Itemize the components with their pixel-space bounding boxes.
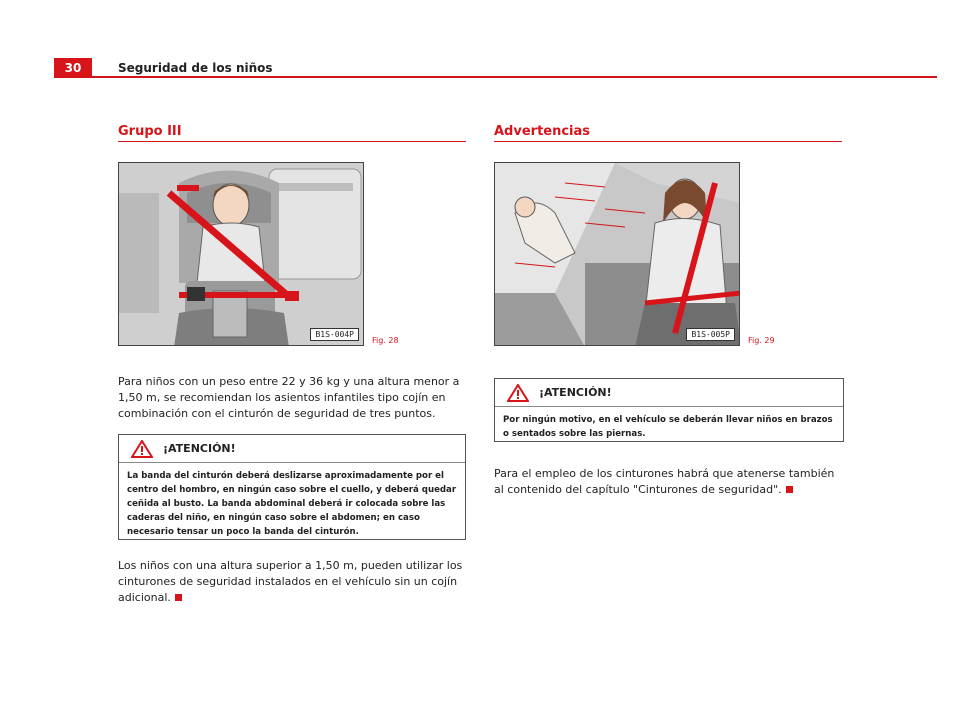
end-mark bbox=[175, 594, 182, 601]
figure-caption: Fig. 29 bbox=[748, 336, 775, 345]
figure-code: B1S-005P bbox=[686, 328, 735, 341]
warning-title: ¡ATENCIÓN! bbox=[163, 442, 236, 455]
warning-box-right bbox=[494, 378, 844, 442]
warning-title: ¡ATENCIÓN! bbox=[539, 386, 612, 399]
header-divider bbox=[92, 76, 937, 78]
warning-box-left bbox=[118, 434, 466, 540]
paragraph-altura bbox=[118, 558, 463, 606]
paragraph-grupo-iii: Para niños con un peso entre 22 y 36 kg y una altura menor a 1,50 m, se recomiendan los asientos infantiles tipo cojín en combinación con el cinturón de seguridad de tres puntos. bbox=[118, 375, 460, 420]
warning-header bbox=[495, 379, 843, 407]
page-number: 30 bbox=[54, 58, 92, 78]
section-rule-left bbox=[118, 141, 466, 142]
section-title-advertencias: Advertencias bbox=[494, 124, 591, 139]
warning-text: Por ningún motivo, en el vehículo se deberán llevar niños en brazos o sentados sobre las piernas. bbox=[503, 415, 833, 439]
paragraph-cinturones-text: Para el empleo de los cinturones habrá que atenerse también al contenido del capítulo "Cinturones de seguridad". bbox=[494, 467, 835, 496]
section-rule-right bbox=[494, 141, 842, 142]
warning-text: La banda del cinturón deberá deslizarse aproximadamente por el centro del hombro, en ningún caso sobre el cuello, y deberá quedar ceñida al busto. La banda abdominal deberá ir colocada sobre las caderas del niño, en ningún caso sobre el abdomen; en caso necesario tensar un poco la banda del cinturón. bbox=[127, 471, 457, 537]
page-header-title: Seguridad de los niños bbox=[118, 61, 273, 75]
child-on-lap-illustration bbox=[495, 163, 740, 346]
warning-triangle-icon bbox=[507, 384, 529, 402]
section-title-grupo-iii: Grupo III bbox=[118, 124, 182, 139]
warning-triangle-icon bbox=[131, 440, 153, 458]
warning-header bbox=[119, 435, 465, 463]
figure-code: B1S-004P bbox=[310, 328, 359, 341]
figure-child-booster-seat bbox=[118, 162, 364, 346]
child-booster-illustration bbox=[119, 163, 364, 346]
figure-caption: Fig. 28 bbox=[372, 336, 399, 345]
paragraph-altura-text: Los niños con una altura superior a 1,50 m, pueden utilizar los cinturones de seguridad instalados en el vehículo sin un cojín adicional. bbox=[118, 559, 463, 604]
paragraph-cinturones bbox=[494, 466, 839, 498]
end-mark bbox=[786, 486, 793, 493]
figure-child-on-lap bbox=[494, 162, 740, 346]
